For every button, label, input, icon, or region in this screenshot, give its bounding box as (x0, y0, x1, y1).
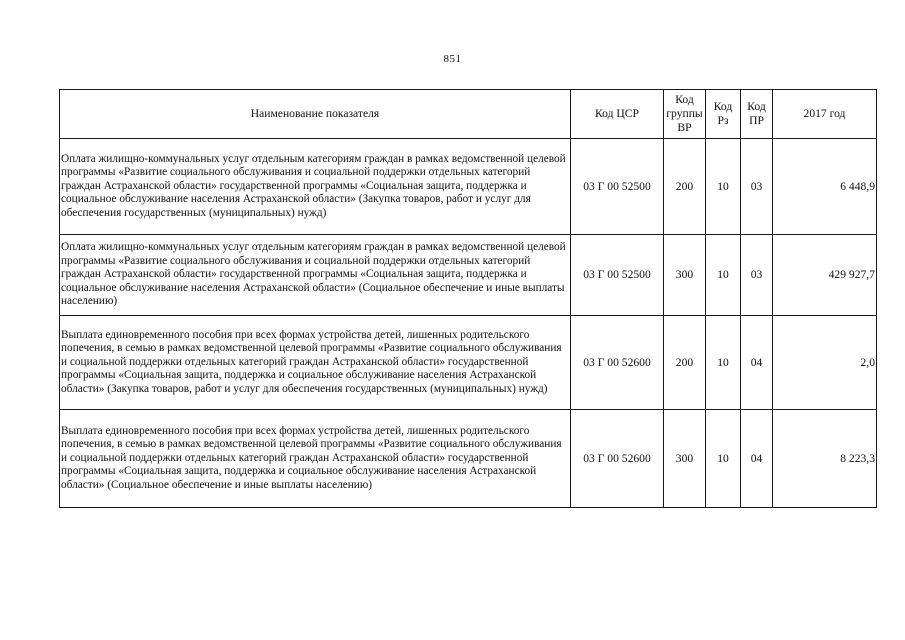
row-rz-code: 10 (706, 316, 741, 410)
row-vr-code: 300 (664, 235, 706, 316)
row-rz-code: 10 (706, 410, 741, 508)
row-name: Выплата единовременного пособия при всех формах устройства детей, лишенных родительского попечения, в семью в рамках ведомственной целевой программы «Развитие социального обслуживания и социальной поддержки отдельных категорий граждан Астраханской области» государственной программы «Социальная защита, поддержка и социальное обслуживание населения Астраханской области» (Закупка товаров, работ и услуг для обеспечения государственных (муниципальных) нужд) (60, 316, 571, 410)
row-rz-code: 10 (706, 235, 741, 316)
row-csr-code: 03 Г 00 52600 (571, 410, 664, 508)
table-row (60, 139, 877, 235)
row-pr-code: 04 (741, 316, 773, 410)
row-name: Оплата жилищно-коммунальных услуг отдельным категориям граждан в рамках ведомственной целевой программы «Развитие социального обслуживания и социальной поддержки отдельных категорий граждан Астраханской области» государственной программы «Социальная защита, поддержка и социальное обслуживание населения Астраханской области» (Закупка товаров, работ и услуг для обеспечения государственных (муниципальных) нужд) (60, 139, 571, 235)
page-number: 851 (443, 53, 462, 65)
row-pr-code: 03 (741, 235, 773, 316)
header-csr-code: Код ЦСР (571, 90, 664, 139)
row-pr-code: 03 (741, 139, 773, 235)
row-amount: 429 927,7 (773, 235, 877, 316)
header-name: Наименование показателя (60, 90, 571, 139)
row-csr-code: 03 Г 00 52500 (571, 235, 664, 316)
row-name: Оплата жилищно-коммунальных услуг отдельным категориям граждан в рамках ведомственной целевой программы «Развитие социального обслуживания и социальной поддержки отдельных категорий граждан Астраханской области» государственной программы «Социальная защита, поддержка и социальное обслуживание населения Астраханской области» (Социальное обеспечение и иные выплаты населению) (60, 235, 571, 316)
row-amount: 2,0 (773, 316, 877, 410)
header-year: 2017 год (773, 90, 877, 139)
table-row (60, 316, 877, 410)
row-amount: 8 223,3 (773, 410, 877, 508)
header-vr-code: Код группы ВР (664, 90, 706, 139)
row-csr-code: 03 Г 00 52600 (571, 316, 664, 410)
row-csr-code: 03 Г 00 52500 (571, 139, 664, 235)
table-row (60, 235, 877, 316)
row-name: Выплата единовременного пособия при всех формах устройства детей, лишенных родительского попечения, в семью в рамках ведомственной целевой программы «Развитие социального обслуживания и социальной поддержки отдельных категорий граждан Астраханской области» государственной программы «Социальная защита, поддержка и социальное обслуживание населения Астраханской области» (Социальное обеспечение и иные выплаты населению) (60, 410, 571, 508)
table-row (60, 410, 877, 508)
row-vr-code: 200 (664, 316, 706, 410)
budget-table (59, 89, 877, 508)
row-vr-code: 300 (664, 410, 706, 508)
row-vr-code: 200 (664, 139, 706, 235)
table-header-row (60, 90, 877, 139)
row-amount: 6 448,9 (773, 139, 877, 235)
header-pr-code: Код ПР (741, 90, 773, 139)
row-pr-code: 04 (741, 410, 773, 508)
header-rz-code: Код Рз (706, 90, 741, 139)
row-rz-code: 10 (706, 139, 741, 235)
